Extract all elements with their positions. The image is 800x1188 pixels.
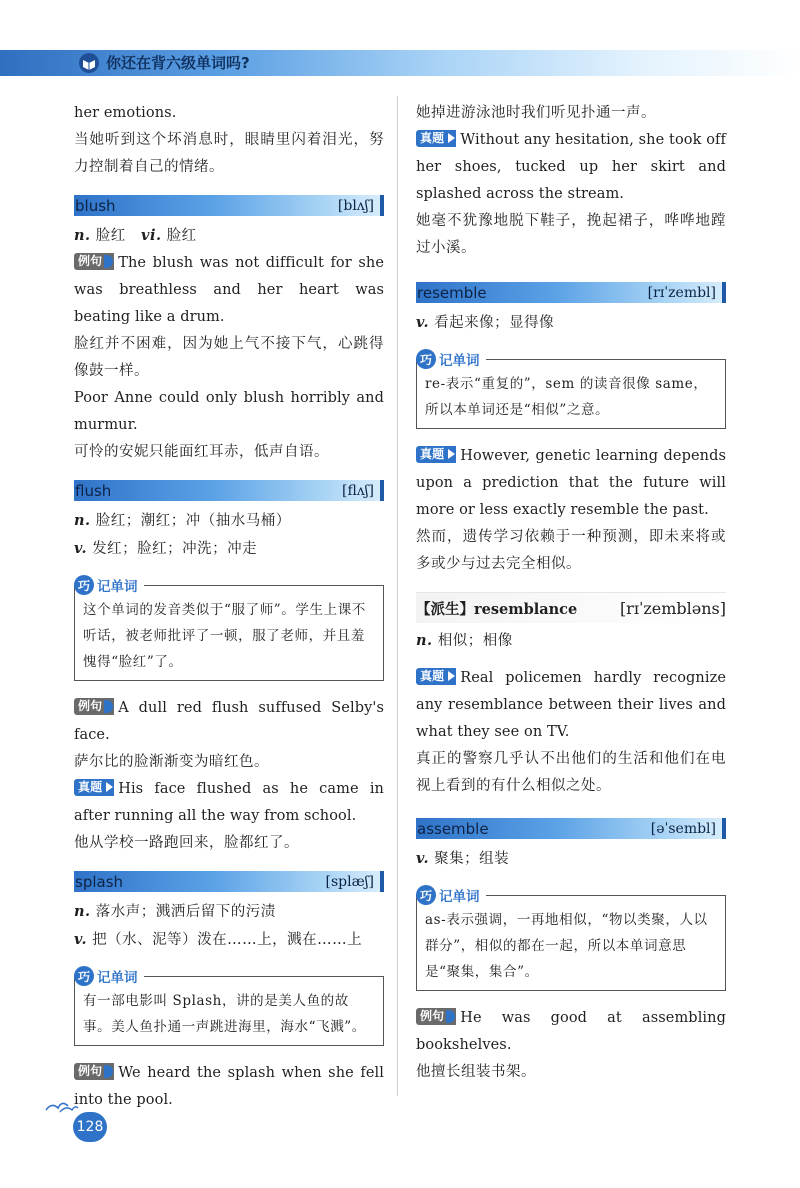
real-exam-tag: 真题 xyxy=(74,779,114,796)
memory-tip-label: 记单词 xyxy=(439,353,480,369)
example-zh: 她掉进游泳池时我们听见扑通一声。 xyxy=(416,105,656,121)
part-of-speech: n. xyxy=(74,227,91,244)
example-zh: 萨尔比的脸渐渐变为暗红色。 xyxy=(74,754,269,770)
part-of-speech: v. xyxy=(416,850,430,867)
entry-header-splash xyxy=(74,871,384,892)
part-of-speech: n. xyxy=(416,632,433,649)
memory-tip-icon: 巧 xyxy=(74,966,94,986)
pronunciation: [əˈsembl] xyxy=(650,820,716,837)
definition-line xyxy=(416,309,726,337)
memory-tip-label: 记单词 xyxy=(97,579,138,595)
book-icon xyxy=(78,52,100,74)
derivative-label: 【派生】 xyxy=(416,600,474,618)
left-column xyxy=(74,100,384,1114)
memory-tip xyxy=(416,349,726,429)
memory-tip-label: 记单词 xyxy=(439,889,480,905)
column-divider xyxy=(397,96,398,1096)
example-en: 例句 We heard the splash when she fell into the pool. xyxy=(74,1064,384,1108)
definition-line xyxy=(416,845,726,873)
real-exam-zh: 然而，遗传学习依赖于一种预测，即未来将或多或少与过去完全相似。 xyxy=(416,529,726,572)
pronunciation: [rɪˈzembl] xyxy=(647,284,716,301)
memory-tip-icon: 巧 xyxy=(74,575,94,595)
derivative-pronunciation: [rɪˈzembləns] xyxy=(619,598,726,618)
definition: 看起来像；显得像 xyxy=(434,315,555,331)
memory-tip-icon: 巧 xyxy=(416,885,436,905)
real-exam-zh: 真正的警察几乎认不出他们的生活和他们在电视上看到的有什么相似之处。 xyxy=(416,751,726,794)
real-exam-tag: 真题 xyxy=(416,446,456,463)
example-tag: 例句 xyxy=(74,1063,114,1080)
part-of-speech: n. xyxy=(74,512,91,529)
part-of-speech: vi. xyxy=(141,227,162,244)
memory-tip-text: re-表示“重复的”，sem 的读音很像 same，所以本单词还是“相似”之意。 xyxy=(416,359,726,429)
real-exam-zh: 他从学校一路跑回来，脸都红了。 xyxy=(74,835,299,851)
headword: splash xyxy=(75,872,124,891)
memory-tip xyxy=(74,575,384,681)
definition: 相似；相像 xyxy=(437,633,513,649)
pronunciation: [flʌʃ] xyxy=(342,482,374,499)
memory-tip-text: 这个单词的发音类似于“服了师”。学生上课不听话，被老师批评了一顿，服了老师，并且羞愧得“脸红”了。 xyxy=(74,585,384,681)
entry-header-assemble xyxy=(416,818,726,839)
memory-tip-text: as-表示强调，一再地相似，“物以类聚，人以群分”，相似的都在一起，所以本单词意思是“聚集，集合”。 xyxy=(416,895,726,991)
derivative-word: resemblance xyxy=(474,600,578,618)
example-en: 例句 A dull red flush suffused Selby's face. xyxy=(74,699,384,743)
definition: 落水声；溅洒后留下的污渍 xyxy=(95,904,276,920)
real-exam-tag: 真题 xyxy=(416,130,456,147)
headword: blush xyxy=(75,196,116,215)
headword: assemble xyxy=(417,819,489,838)
example-zh: 可怜的安妮只能面红耳赤，低声自语。 xyxy=(74,444,329,460)
example-en: Poor Anne could only blush horribly and murmur. xyxy=(74,390,384,433)
part-of-speech: n. xyxy=(74,903,91,920)
example-tag: 例句 xyxy=(74,253,114,270)
example-tag: 例句 xyxy=(416,1008,456,1025)
definition: 聚集；组装 xyxy=(434,851,510,867)
definition-line xyxy=(74,926,384,954)
memory-tip-label: 记单词 xyxy=(97,970,138,986)
definition-line xyxy=(74,507,384,535)
intro-zh: 当她听到这个坏消息时，眼睛里闪着泪光，努力控制着自己的情绪。 xyxy=(74,132,384,175)
definition: 脸红；潮红；冲（抽水马桶） xyxy=(95,513,291,529)
definition: 脸红 xyxy=(166,228,197,244)
pronunciation: [splæʃ] xyxy=(325,873,374,890)
example-zh: 脸红并不困难，因为她上气不接下气，心跳得像鼓一样。 xyxy=(74,336,384,379)
example-zh: 他擅长组装书架。 xyxy=(416,1064,536,1080)
definition: 脸红 xyxy=(95,228,126,244)
intro-en: her emotions. xyxy=(74,105,177,121)
entry-header-blush xyxy=(74,195,384,216)
memory-tip xyxy=(416,885,726,991)
derivative-header xyxy=(416,592,726,623)
memory-tip-text: 有一部电影叫 Splash，讲的是美人鱼的故事。美人鱼扑通一声跳进海里，海水“飞溅”。 xyxy=(74,976,384,1046)
headword: flush xyxy=(75,481,112,500)
example-en: 例句 The blush was not difficult for she was breathless and her heart was beating like a drum. xyxy=(74,254,384,325)
real-exam-zh: 她毫不犹豫地脱下鞋子，挽起裙子，哗哗地蹚过小溪。 xyxy=(416,213,726,256)
headword: resemble xyxy=(417,283,487,302)
definition-line xyxy=(74,535,384,563)
page-number: 128 xyxy=(73,1112,107,1142)
right-column xyxy=(416,100,726,1086)
memory-tip xyxy=(74,966,384,1046)
real-exam-en: 真题 Real policemen hardly recognize any resemblance between their lives and what they see on TV. xyxy=(416,669,726,740)
pronunciation: [blʌʃ] xyxy=(337,197,374,214)
real-exam-en: 真题 However, genetic learning depends upon a prediction that the future will more or less exactly resemble the past. xyxy=(416,447,726,518)
real-exam-en: 真题 Without any hesitation, she took off her shoes, tucked up her skirt and splashed across the stream. xyxy=(416,131,726,202)
part-of-speech: v. xyxy=(74,931,88,948)
definition: 发红；脸红；冲洗；冲走 xyxy=(92,541,258,557)
part-of-speech: v. xyxy=(74,540,88,557)
entry-header-flush xyxy=(74,480,384,501)
definition-line xyxy=(416,627,726,655)
real-exam-tag: 真题 xyxy=(416,668,456,685)
page-header-title: 你还在背六级单词吗? xyxy=(106,54,250,72)
bird-decoration-icon xyxy=(44,1096,80,1114)
memory-tip-icon: 巧 xyxy=(416,349,436,369)
example-tag: 例句 xyxy=(74,698,114,715)
entry-header-resemble xyxy=(416,282,726,303)
definition-line xyxy=(74,898,384,926)
definition: 把（水、泥等）泼在……上，溅在……上 xyxy=(92,932,363,948)
definition-line xyxy=(74,222,384,250)
part-of-speech: v. xyxy=(416,314,430,331)
example-en: 例句 He was good at assembling bookshelves. xyxy=(416,1009,726,1053)
real-exam-en: 真题 His face flushed as he came in after running all the way from school. xyxy=(74,780,384,824)
